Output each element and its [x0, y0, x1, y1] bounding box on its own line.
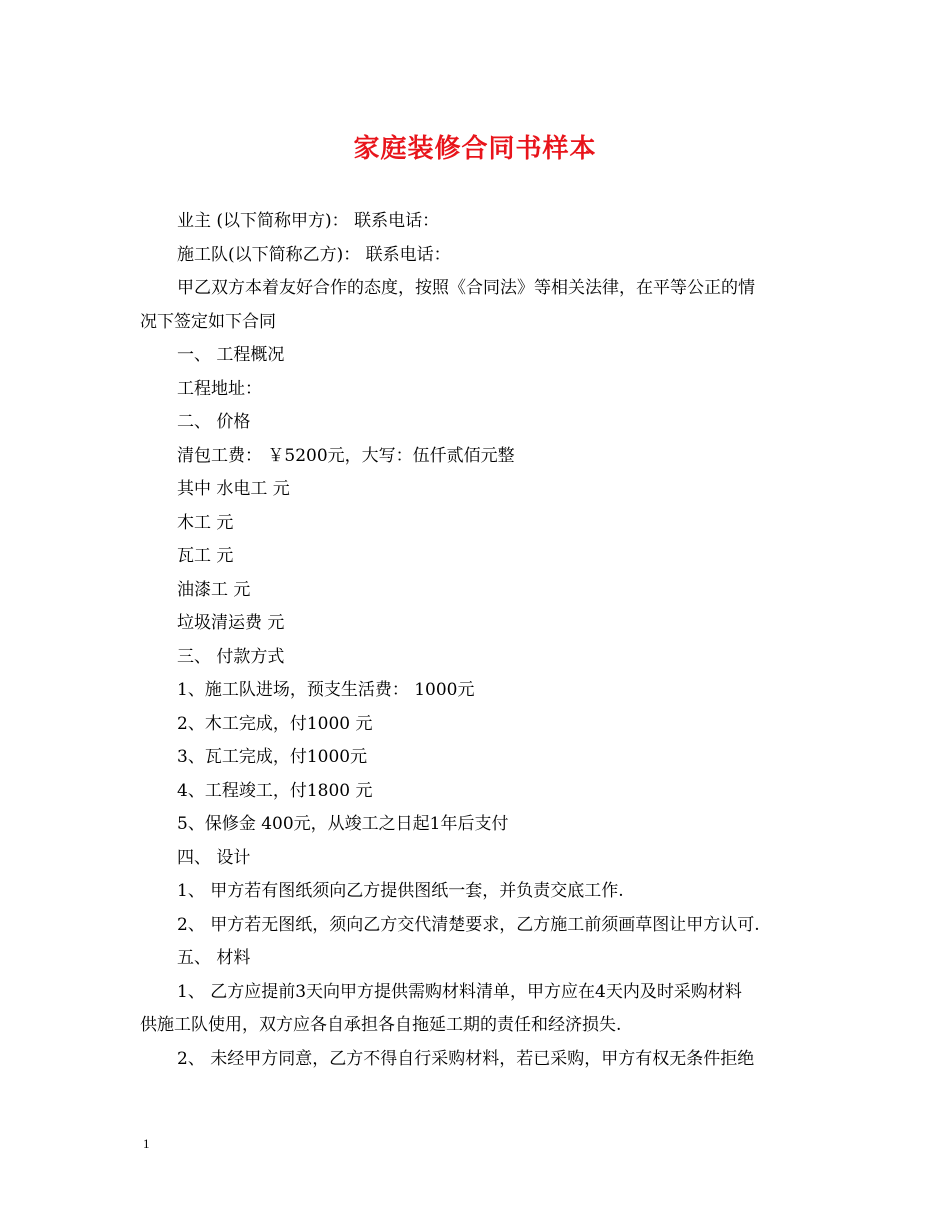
paragraph-line: 1、施工队进场，预支生活费： 1000元: [177, 680, 475, 700]
paragraph-line-continued: 况下签定如下合同: [140, 311, 276, 332]
paragraph-line: 垃圾清运费 元: [177, 613, 285, 633]
document-body: [140, 205, 820, 1076]
section-heading: 二、 价格: [177, 412, 251, 432]
paragraph-line: 清包工费： ￥5200元，大写：伍仟贰佰元整: [177, 445, 515, 466]
paragraph-line: 4、工程竣工，付1800 元: [177, 780, 373, 801]
paragraph-line: 2、木工完成，付1000 元: [177, 713, 373, 734]
document-title: 家庭装修合同书样本: [353, 134, 597, 164]
paragraph-line: 2、 甲方若无图纸，须向乙方交代清楚要求，乙方施工前须画草图让甲方认可.: [177, 914, 760, 935]
paragraph-line: 5、保修金 400元，从竣工之日起1年后支付: [177, 814, 509, 834]
paragraph-line: 木工 元: [177, 512, 234, 533]
section-heading: 一、 工程概况: [177, 345, 285, 365]
paragraph-line-continued: 供施工队使用，双方应各自承担各自拖延工期的责任和经济损失.: [140, 1015, 622, 1035]
paragraph-line: 1、 乙方应提前3天向甲方提供需购材料清单，甲方应在4天内及时采购材料: [177, 981, 742, 1002]
paragraph-line: 工程地址：: [177, 378, 262, 399]
paragraph-line: 2、 未经甲方同意，乙方不得自行采购材料，若已采购，甲方有权无条件拒绝: [177, 1048, 755, 1069]
section-heading: 三、 付款方式: [177, 646, 285, 667]
section-heading: 五、 材料: [177, 948, 251, 968]
paragraph-line: 其中 水电工 元: [177, 479, 290, 499]
section-heading: 四、 设计: [177, 847, 251, 868]
paragraph-line: 1、 甲方若有图纸须向乙方提供图纸一套，并负责交底工作.: [177, 881, 624, 901]
paragraph-line: 业主 (以下简称甲方)： 联系电话：: [177, 211, 440, 231]
paragraph-line: 油漆工 元: [177, 579, 251, 600]
paragraph-line: 施工队(以下简称乙方)： 联系电话：: [177, 244, 451, 265]
paragraph-line: 3、瓦工完成，付1000元: [177, 747, 368, 767]
paragraph-line: 甲乙双方本着友好合作的态度，按照《合同法》等相关法律，在平等公正的情: [177, 278, 755, 298]
paragraph-line: 瓦工 元: [177, 546, 234, 566]
page-number: 1: [143, 1136, 150, 1151]
